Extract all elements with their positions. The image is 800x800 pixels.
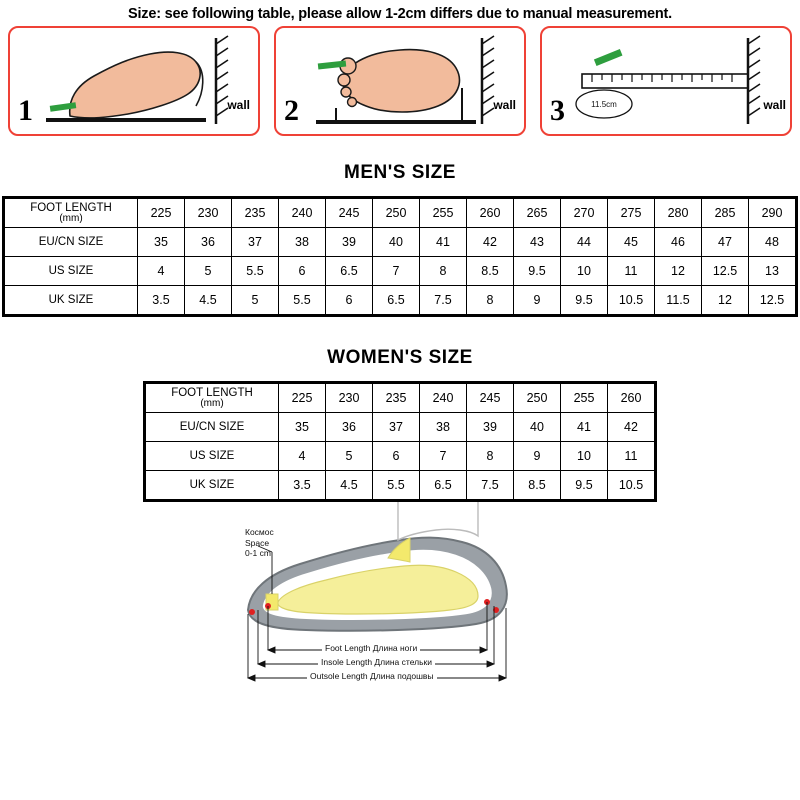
cell: 39 xyxy=(467,413,514,442)
outsole-length-label: Outsole Length Длина подошвы xyxy=(307,671,437,681)
cell: 35 xyxy=(279,413,326,442)
cell: 9.5 xyxy=(561,471,608,500)
cell: 9 xyxy=(514,286,561,315)
table-row xyxy=(5,257,796,286)
cell: 12 xyxy=(702,286,749,315)
cell: 12 xyxy=(655,257,702,286)
cell: 275 xyxy=(608,199,655,228)
row-header-eu-cn: EU/CN SIZE xyxy=(146,413,279,442)
foot-length-label: Foot Length Длина ноги xyxy=(322,643,420,653)
cell: 5 xyxy=(232,286,279,315)
row-header-us: US SIZE xyxy=(5,257,138,286)
step-2 xyxy=(274,26,526,136)
cell: 5 xyxy=(185,257,232,286)
cell: 5.5 xyxy=(232,257,279,286)
space-note-line2: Space xyxy=(245,537,270,548)
cell: 8 xyxy=(467,286,514,315)
cell: 7.5 xyxy=(420,286,467,315)
space-note-line3: 0-1 cm xyxy=(245,548,271,559)
row-label: FOOT LENGTH xyxy=(171,386,253,399)
insole-length-label: Insole Length Длина стельки xyxy=(318,657,435,667)
step-1-wall-label: wall xyxy=(227,98,250,112)
cell: 7.5 xyxy=(467,471,514,500)
step-2-number: 2 xyxy=(284,94,299,127)
cell: 40 xyxy=(514,413,561,442)
cell: 37 xyxy=(232,228,279,257)
step-1 xyxy=(8,26,260,136)
cell: 270 xyxy=(561,199,608,228)
womens-size-table-border xyxy=(143,381,657,502)
cell: 6 xyxy=(326,286,373,315)
cell: 5.5 xyxy=(373,471,420,500)
svg-text:11.5cm: 11.5cm xyxy=(591,100,617,109)
cell: 9.5 xyxy=(514,257,561,286)
row-header-uk: UK SIZE xyxy=(146,471,279,500)
step-1-illustration xyxy=(10,28,258,134)
row-label: FOOT LENGTH xyxy=(30,201,112,214)
womens-size-table xyxy=(145,383,655,500)
cell: 10.5 xyxy=(608,286,655,315)
cell: 10 xyxy=(561,442,608,471)
space-note xyxy=(245,527,274,559)
step-3 xyxy=(540,26,792,136)
cell: 36 xyxy=(326,413,373,442)
cell: 235 xyxy=(373,384,420,413)
cell: 230 xyxy=(185,199,232,228)
cell: 13 xyxy=(749,257,796,286)
measurement-note: Size: see following table, please allow 1-2cm differs due to manual measurement. xyxy=(127,6,673,22)
cell: 4.5 xyxy=(185,286,232,315)
cell: 280 xyxy=(655,199,702,228)
cell: 6 xyxy=(373,442,420,471)
step-3-illustration xyxy=(542,28,790,134)
cell: 245 xyxy=(326,199,373,228)
step-2-illustration xyxy=(276,28,524,134)
cell: 6.5 xyxy=(326,257,373,286)
table-row xyxy=(146,471,655,500)
cell: 4.5 xyxy=(326,471,373,500)
mens-size-table-border xyxy=(2,196,798,317)
cell: 8 xyxy=(420,257,467,286)
cell: 6.5 xyxy=(373,286,420,315)
cell: 4 xyxy=(138,257,185,286)
cell: 37 xyxy=(373,413,420,442)
row-header-foot-length xyxy=(146,384,279,413)
cell: 38 xyxy=(279,228,326,257)
measure-steps xyxy=(0,26,800,136)
cell: 240 xyxy=(279,199,326,228)
cell: 6 xyxy=(279,257,326,286)
cell: 8.5 xyxy=(514,471,561,500)
cell: 12.5 xyxy=(749,286,796,315)
cell: 46 xyxy=(655,228,702,257)
cell: 250 xyxy=(514,384,561,413)
cell: 42 xyxy=(467,228,514,257)
cell: 45 xyxy=(608,228,655,257)
cell: 265 xyxy=(514,199,561,228)
cell: 44 xyxy=(561,228,608,257)
table-row xyxy=(146,384,655,413)
cell: 11 xyxy=(608,257,655,286)
cell: 10 xyxy=(561,257,608,286)
cell: 12.5 xyxy=(702,257,749,286)
cell: 35 xyxy=(138,228,185,257)
cell: 225 xyxy=(279,384,326,413)
step-3-number: 3 xyxy=(550,94,565,127)
cell: 230 xyxy=(326,384,373,413)
cell: 3.5 xyxy=(138,286,185,315)
cell: 40 xyxy=(373,228,420,257)
shoe-measurement-diagram xyxy=(0,502,800,712)
cell: 260 xyxy=(608,384,655,413)
row-header-eu-cn: EU/CN SIZE xyxy=(5,228,138,257)
cell: 9 xyxy=(514,442,561,471)
cell: 5.5 xyxy=(279,286,326,315)
table-row xyxy=(146,413,655,442)
cell: 11.5 xyxy=(655,286,702,315)
row-header-uk: UK SIZE xyxy=(5,286,138,315)
row-unit: (mm) xyxy=(200,397,224,409)
cell: 7 xyxy=(373,257,420,286)
step-1-number: 1 xyxy=(18,94,33,127)
row-unit: (mm) xyxy=(59,212,83,224)
womens-size-title: WOMEN'S SIZE xyxy=(327,347,473,368)
step-2-wall-label: wall xyxy=(493,98,516,112)
cell: 250 xyxy=(373,199,420,228)
space-note-line1: Космос xyxy=(245,527,274,537)
cell: 47 xyxy=(702,228,749,257)
step-3-wall-label: wall xyxy=(763,98,786,112)
cell: 4 xyxy=(279,442,326,471)
cell: 7 xyxy=(420,442,467,471)
cell: 43 xyxy=(514,228,561,257)
cell: 41 xyxy=(420,228,467,257)
cell: 38 xyxy=(420,413,467,442)
cell: 48 xyxy=(749,228,796,257)
table-row xyxy=(146,442,655,471)
cell: 235 xyxy=(232,199,279,228)
cell: 240 xyxy=(420,384,467,413)
cell: 255 xyxy=(561,384,608,413)
cell: 6.5 xyxy=(420,471,467,500)
row-header-us: US SIZE xyxy=(146,442,279,471)
cell: 285 xyxy=(702,199,749,228)
cell: 9.5 xyxy=(561,286,608,315)
cell: 3.5 xyxy=(279,471,326,500)
cell: 8.5 xyxy=(467,257,514,286)
cell: 225 xyxy=(138,199,185,228)
table-row xyxy=(5,199,796,228)
cell: 10.5 xyxy=(608,471,655,500)
cell: 260 xyxy=(467,199,514,228)
table-row xyxy=(5,228,796,257)
cell: 245 xyxy=(467,384,514,413)
cell: 41 xyxy=(561,413,608,442)
cell: 42 xyxy=(608,413,655,442)
row-header-foot-length xyxy=(5,199,138,228)
mens-size-table xyxy=(4,198,796,315)
cell: 255 xyxy=(420,199,467,228)
cell: 5 xyxy=(326,442,373,471)
cell: 39 xyxy=(326,228,373,257)
cell: 11 xyxy=(608,442,655,471)
cell: 290 xyxy=(749,199,796,228)
table-row xyxy=(5,286,796,315)
mens-size-title: MEN'S SIZE xyxy=(344,162,456,183)
cell: 8 xyxy=(467,442,514,471)
cell: 36 xyxy=(185,228,232,257)
